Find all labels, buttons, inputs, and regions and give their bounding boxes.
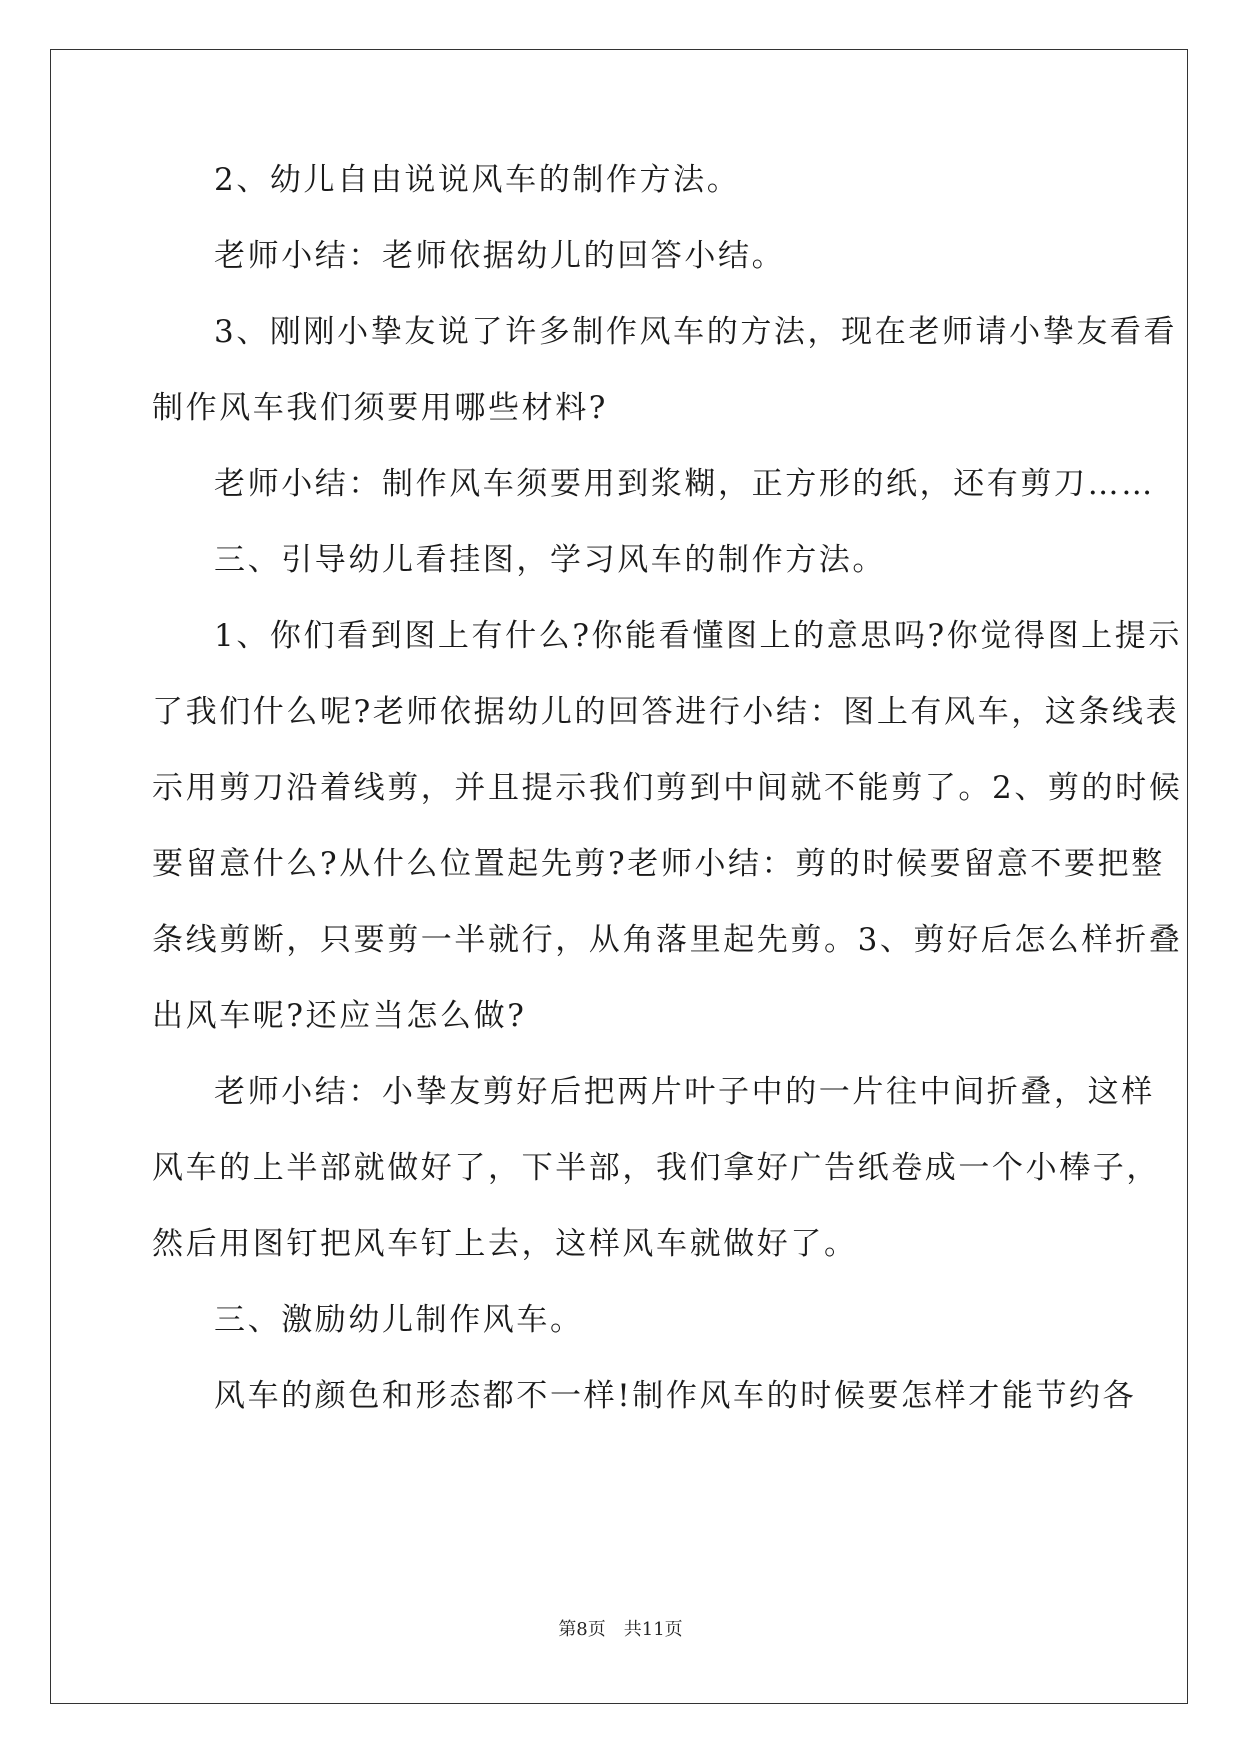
section-heading: 三、激励幼儿制作风车。	[214, 1302, 584, 1338]
paragraph-line: 1、你们看到图上有什么?你能看懂图上的意思吗?你觉得图上提示	[214, 618, 1182, 654]
paragraph-line: 了我们什么呢?老师依据幼儿的回答进行小结：图上有风车，这条线表	[152, 694, 1180, 730]
paragraph-line: 出风车呢?还应当怎么做?	[152, 998, 527, 1034]
paragraph-line: 老师小结：制作风车须要用到浆糊，正方形的纸，还有剪刀……	[214, 466, 1155, 502]
paragraph-line: 风车的上半部就做好了，下半部，我们拿好广告纸卷成一个小棒子，	[152, 1150, 1160, 1186]
paragraph-line: 条线剪断，只要剪一半就行，从角落里起先剪。3、剪好后怎么样折叠	[152, 922, 1183, 958]
paragraph-line: 3、刚刚小挚友说了许多制作风车的方法，现在老师请小挚友看看	[214, 314, 1178, 350]
section-heading: 三、引导幼儿看挂图，学习风车的制作方法。	[214, 542, 886, 578]
paragraph-line: 示用剪刀沿着线剪，并且提示我们剪到中间就不能剪了。2、剪的时候	[152, 770, 1183, 806]
paragraph-line: 要留意什么?从什么位置起先剪?老师小结：剪的时候要留意不要把整	[152, 846, 1165, 882]
paragraph-line: 老师小结：小挚友剪好后把两片叶子中的一片往中间折叠，这样	[214, 1074, 1155, 1110]
page-number-footer: 第8页 共11页	[558, 1619, 683, 1640]
paragraph-line: 然后用图钉把风车钉上去，这样风车就做好了。	[152, 1226, 858, 1262]
paragraph-line: 制作风车我们须要用哪些材料?	[152, 390, 609, 426]
paragraph-line: 风车的颜色和形态都不一样!制作风车的时候要怎样才能节约各	[214, 1378, 1137, 1414]
paragraph-line: 老师小结：老师依据幼儿的回答小结。	[214, 238, 786, 274]
paragraph-line: 2、幼儿自由说说风车的制作方法。	[214, 162, 741, 198]
